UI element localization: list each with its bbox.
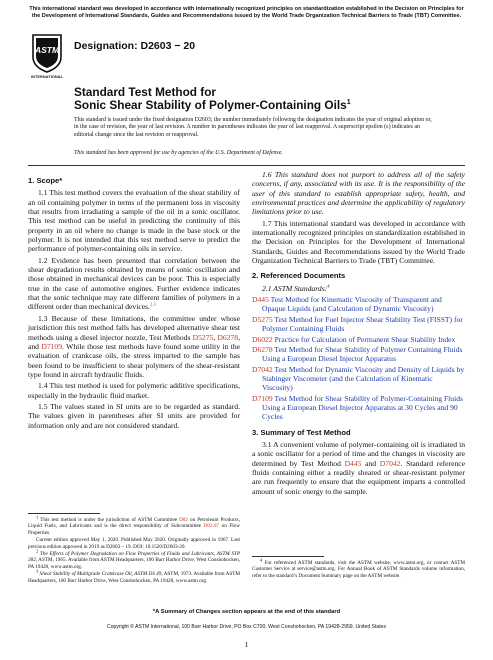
summary-of-changes-note: *A Summary of Changes section appears at the end of this standard: [152, 609, 341, 615]
link-d7109[interactable]: D7109: [41, 341, 63, 351]
footnote-3: $^3$ Shear Stability of Multigrade Crankcase Oil, ASTM DS 49, ASTM, 1973. Available from ASTM Headquarters, 100 Barr Harbor Drive, West Conshohocken, PA 19428, www.astm.org.: [28, 568, 240, 584]
link-d445[interactable]: D445: [344, 458, 362, 468]
tbt-notice: This international standard was developed in accordance with internationally recognized principles on standardization established in the Decision on Principles for the Development of International Standards, Guides and Recommendations issued by the World Trade Organization Technical Barriers to Trade (TBT) Committee.: [29, 6, 464, 19]
para-3-1-and: and: [361, 458, 380, 468]
reference-number[interactable]: D7042: [252, 364, 273, 374]
designation: Designation: D2603 − 20: [74, 40, 196, 52]
para-1-4: 1.4 This test method is used for polymeric additive specifications, especially in the hydraulic fluid market.: [28, 381, 240, 400]
para-1-3-text-a: 1.3 Because of these limitations, the committee under whose jurisdiction this test method falls has developed alternative shear test methods using a diesel injector nozzle, Test Methods: [28, 313, 240, 342]
section-2-heading: 2. Referenced Documents: [252, 271, 346, 281]
footnotes-right: [252, 557, 466, 580]
svg-text:ASTM: ASTM: [34, 45, 60, 55]
reference-number[interactable]: D6022: [252, 334, 273, 344]
reference-title[interactable]: Practice for Calculation of Permanent Shear Stability Index: [272, 334, 456, 344]
reference-item[interactable]: [252, 335, 465, 344]
section-3-heading: 3. Summary of Test Method: [252, 427, 351, 437]
para-2-1: [252, 284, 465, 293]
para-1-5: 1.5 The values stated in SI units are to be regarded as standard. The values given in parentheses after SI units are provided for information only and are not considered standard.: [28, 401, 240, 430]
para-3-1-text-b: . Standard reference fluids containing either a readily sheared or shear-resistant polymer are run frequently to ensure that the equipment imparts a controlled amount of sonic energy to the sample.: [252, 458, 465, 496]
footnote-divider: [28, 513, 100, 514]
footnote-1: $^1$ This test method is under the jurisdiction of ASTM Committee D02 on Petroleum Products, Liquid Fuels, and Lubricants and is the direct responsibility of Subcommittee D02.07 on Flow Properties.: [28, 514, 241, 536]
footnote-ref-4[interactable]: 4: [327, 283, 330, 289]
page-title: [74, 86, 444, 112]
footnote-1-text-c: on Flow Properties.: [28, 523, 241, 536]
footnote-4: $^4$ For referenced ASTM standards, visit the ASTM website, www.astm.org, or contact ASTM Customer Service at service@astm.org. For Annual Book of ASTM Standards volume information, refer to the standard’s Document Summary page on the ASTM website.: [252, 557, 466, 579]
link-d02-07[interactable]: D02.07: [203, 523, 220, 530]
right-column: [252, 170, 465, 498]
reference-title[interactable]: Test Method for Dynamic Viscosity and Density of Liquids by Stabinger Viscometer (and the Calculation of Kinematic Viscosity): [262, 364, 465, 393]
reference-number[interactable]: D5275: [252, 314, 273, 324]
footnote-1-edition: Current edition approved May 1, 2020. Published May 2020. Originally approved in 1967. Last previous edition approved in 2019 as D2603 – 19. DOI: 10.1520/D2603-20.: [28, 537, 240, 550]
reference-item[interactable]: [252, 315, 465, 334]
footnote-2-text: , ASTM, 1965. Available from ASTM Headquarters, 100 Barr Harbor Drive, West Conshohocken, PA 19428, www.astm.org.: [28, 557, 240, 570]
para-1-2: [28, 256, 240, 312]
footnote-3-title: Shear Stability of Multigrade Crankcase Oil, ASTM DS 49: [39, 571, 162, 578]
link-d7042[interactable]: D7042: [379, 458, 401, 468]
footnote-1-text-a: This test method is under the jurisdiction of ASTM Committee: [40, 517, 180, 523]
astm-logo: [30, 33, 64, 73]
link-d5275[interactable]: D5275: [192, 332, 214, 342]
para-3-1-text-a: 3.1 A convenient volume of polymer-containing oil is irradiated in a sonic oscillator for a period of time and the changes in viscosity are determined by Test Method: [252, 439, 465, 468]
footnote-divider-right: [252, 556, 324, 557]
footnote-3-text: , ASTM, 1973. Available from ASTM Headquarters, 100 Barr Harbor Drive, West Conshohocken, PA 19428, www.astm.org.: [28, 571, 240, 584]
footnote-ref-2-3[interactable]: 2,3: [149, 301, 156, 307]
title-footnote-ref: 1: [346, 99, 351, 107]
reference-number[interactable]: D7109: [252, 393, 273, 403]
dod-approval-note: This standard has been approved for use by agencies of the U.S. Department of Defense.: [74, 150, 283, 156]
header-divider: [28, 165, 465, 166]
para-3-1: [252, 440, 465, 496]
footnote-4-text: For referenced ASTM standards, visit the ASTM website, www.astm.org, or contact ASTM Customer Service at service@astm.org. For Annual Book of ASTM Standards volume information, refer to the standard’s Document Summary page on the ASTM website.: [252, 560, 466, 579]
para-1-3: 1.3 Because of these limitations, the committee under whose jurisdiction this test method falls has developed alternative shear test methods using a diesel injector nozzle, Test Methods D5275, D6278, and D7109. While those test methods have found some utility in the evaluation of crankcase oils, the stress imparted to the sample has been found to be insufficient to shear polymers of the shear-resistant type found in aircraft hydraulic fluids.: [28, 313, 240, 379]
para-1-1: 1.1 This test method covers the evaluation of the shear stability of an oil containing polymer in terms of the permanent loss in viscosity that results from irradiating a sample of the oil in a sonic oscillator. This test method can be useful in predicting the continuity of this property in an oil where no change is made in the base stock or the polymer. It is not intended that this test method serve to predict the performance of polymer-containing oils in service.: [28, 188, 240, 254]
link-d6278[interactable]: D6278: [217, 332, 239, 342]
reference-item[interactable]: [252, 295, 465, 314]
reference-number[interactable]: D6278: [252, 344, 273, 354]
standard-issue-note: This standard is issued under the fixed designation D2603; the number immediately following the designation indicates the year of original adoption or, in the case of revision, the year of last revision. A number in parentheses indicates the year of last reapproval. A superscript epsilon (ε) indicates an editorial change since the last revision or reapproval.: [74, 117, 432, 138]
link-d02[interactable]: D02: [179, 517, 188, 523]
astm-standards-label: 2.1 ASTM Standards:: [262, 283, 328, 293]
logo-caption: INTERNATIONAL: [30, 75, 64, 79]
footnote-1-text-b: on Petroleum Products, Liquid Fuels, and Lubricants and is the direct responsibility of Subcommittee: [28, 517, 240, 530]
title-line-1: Standard Test Method for: [74, 85, 217, 99]
copyright-line: Copyright © ASTM International, 100 Barr Harbor Drive, PO Box C700, West Conshohocken, PA 19428-2959. United States: [106, 624, 387, 630]
para-1-3-text-b: . While those test methods have found some utility in the evaluation of crankcase oils, the stress imparted to the sample has been found to be insufficient to shear polymers of the shear-resistant type found in aircraft hydraulic fluids.: [28, 341, 240, 379]
page-number: 1: [244, 640, 249, 649]
reference-item[interactable]: [252, 394, 465, 422]
para-1-6: 1.6 This standard does not purport to address all of the safety concerns, if any, associated with its use. It is the responsibility of the user of this standard to establish appropriate safety, health, and environmental practices and determine the applicability of regulatory limitations prior to use.: [252, 170, 465, 217]
para-1-7: 1.7 This international standard was developed in accordance with internationally recognized principles on standardization established in the Decision on Principles for the Development of International Standards, Guides and Recommendations issued by the World Trade Organization Technical Barriers to Trade (TBT) Committee.: [252, 218, 465, 266]
section-1-heading: 1. Scope*: [28, 176, 63, 185]
footnote-2-title: The Effects of Polymer Degradation on Flow Properties of Fluids and Lubricants, ASTM STP 382: [28, 551, 241, 564]
reference-title[interactable]: Test Method for Kinematic Viscosity of Transparent and Opaque Liquids (and Calculation of Dynamic Viscosity): [262, 295, 442, 314]
reference-title[interactable]: Test Method for Fuel Injector Shear Stability Test (FISST) for Polymer Containing Fluids: [262, 314, 463, 334]
title-line-2: [74, 99, 444, 112]
reference-item[interactable]: [252, 365, 465, 393]
title-main: Sonic Shear Stability of Polymer-Containing Oils: [74, 98, 347, 112]
reference-number[interactable]: D445: [252, 295, 269, 305]
footnotes-left: [28, 514, 241, 585]
reference-item[interactable]: [252, 345, 465, 364]
footnote-2: $^2$ The Effects of Polymer Degradation on Flow Properties of Fluids and Lubricants, ASTM STP 382, ASTM, 1965. Available from ASTM Headquarters, 100 Barr Harbor Drive, West Conshohocken, PA 19428, www.astm.org.: [28, 548, 241, 570]
reference-title[interactable]: Test Method for Shear Stability of Polymer-Containing Fluids Using a European Diesel Injector Apparatus at 30 Cycles and 90 Cycles: [262, 393, 463, 422]
para-1-2-text: 1.2 Evidence has been presented that correlation between the shear degradation results obtained by means of sonic oscillation and those obtained in mechanical devices can be poor. This is especially true in the case of automotive engines. Further evidence indicates that the sonic technique may rate different families of polymers in a different order than mechanical devices.: [28, 255, 240, 312]
left-column: [28, 170, 240, 432]
reference-list: [252, 295, 465, 421]
reference-title[interactable]: Test Method for Shear Stability of Polymer Containing Fluids Using a European Diesel Injector Apparatus: [262, 344, 463, 364]
